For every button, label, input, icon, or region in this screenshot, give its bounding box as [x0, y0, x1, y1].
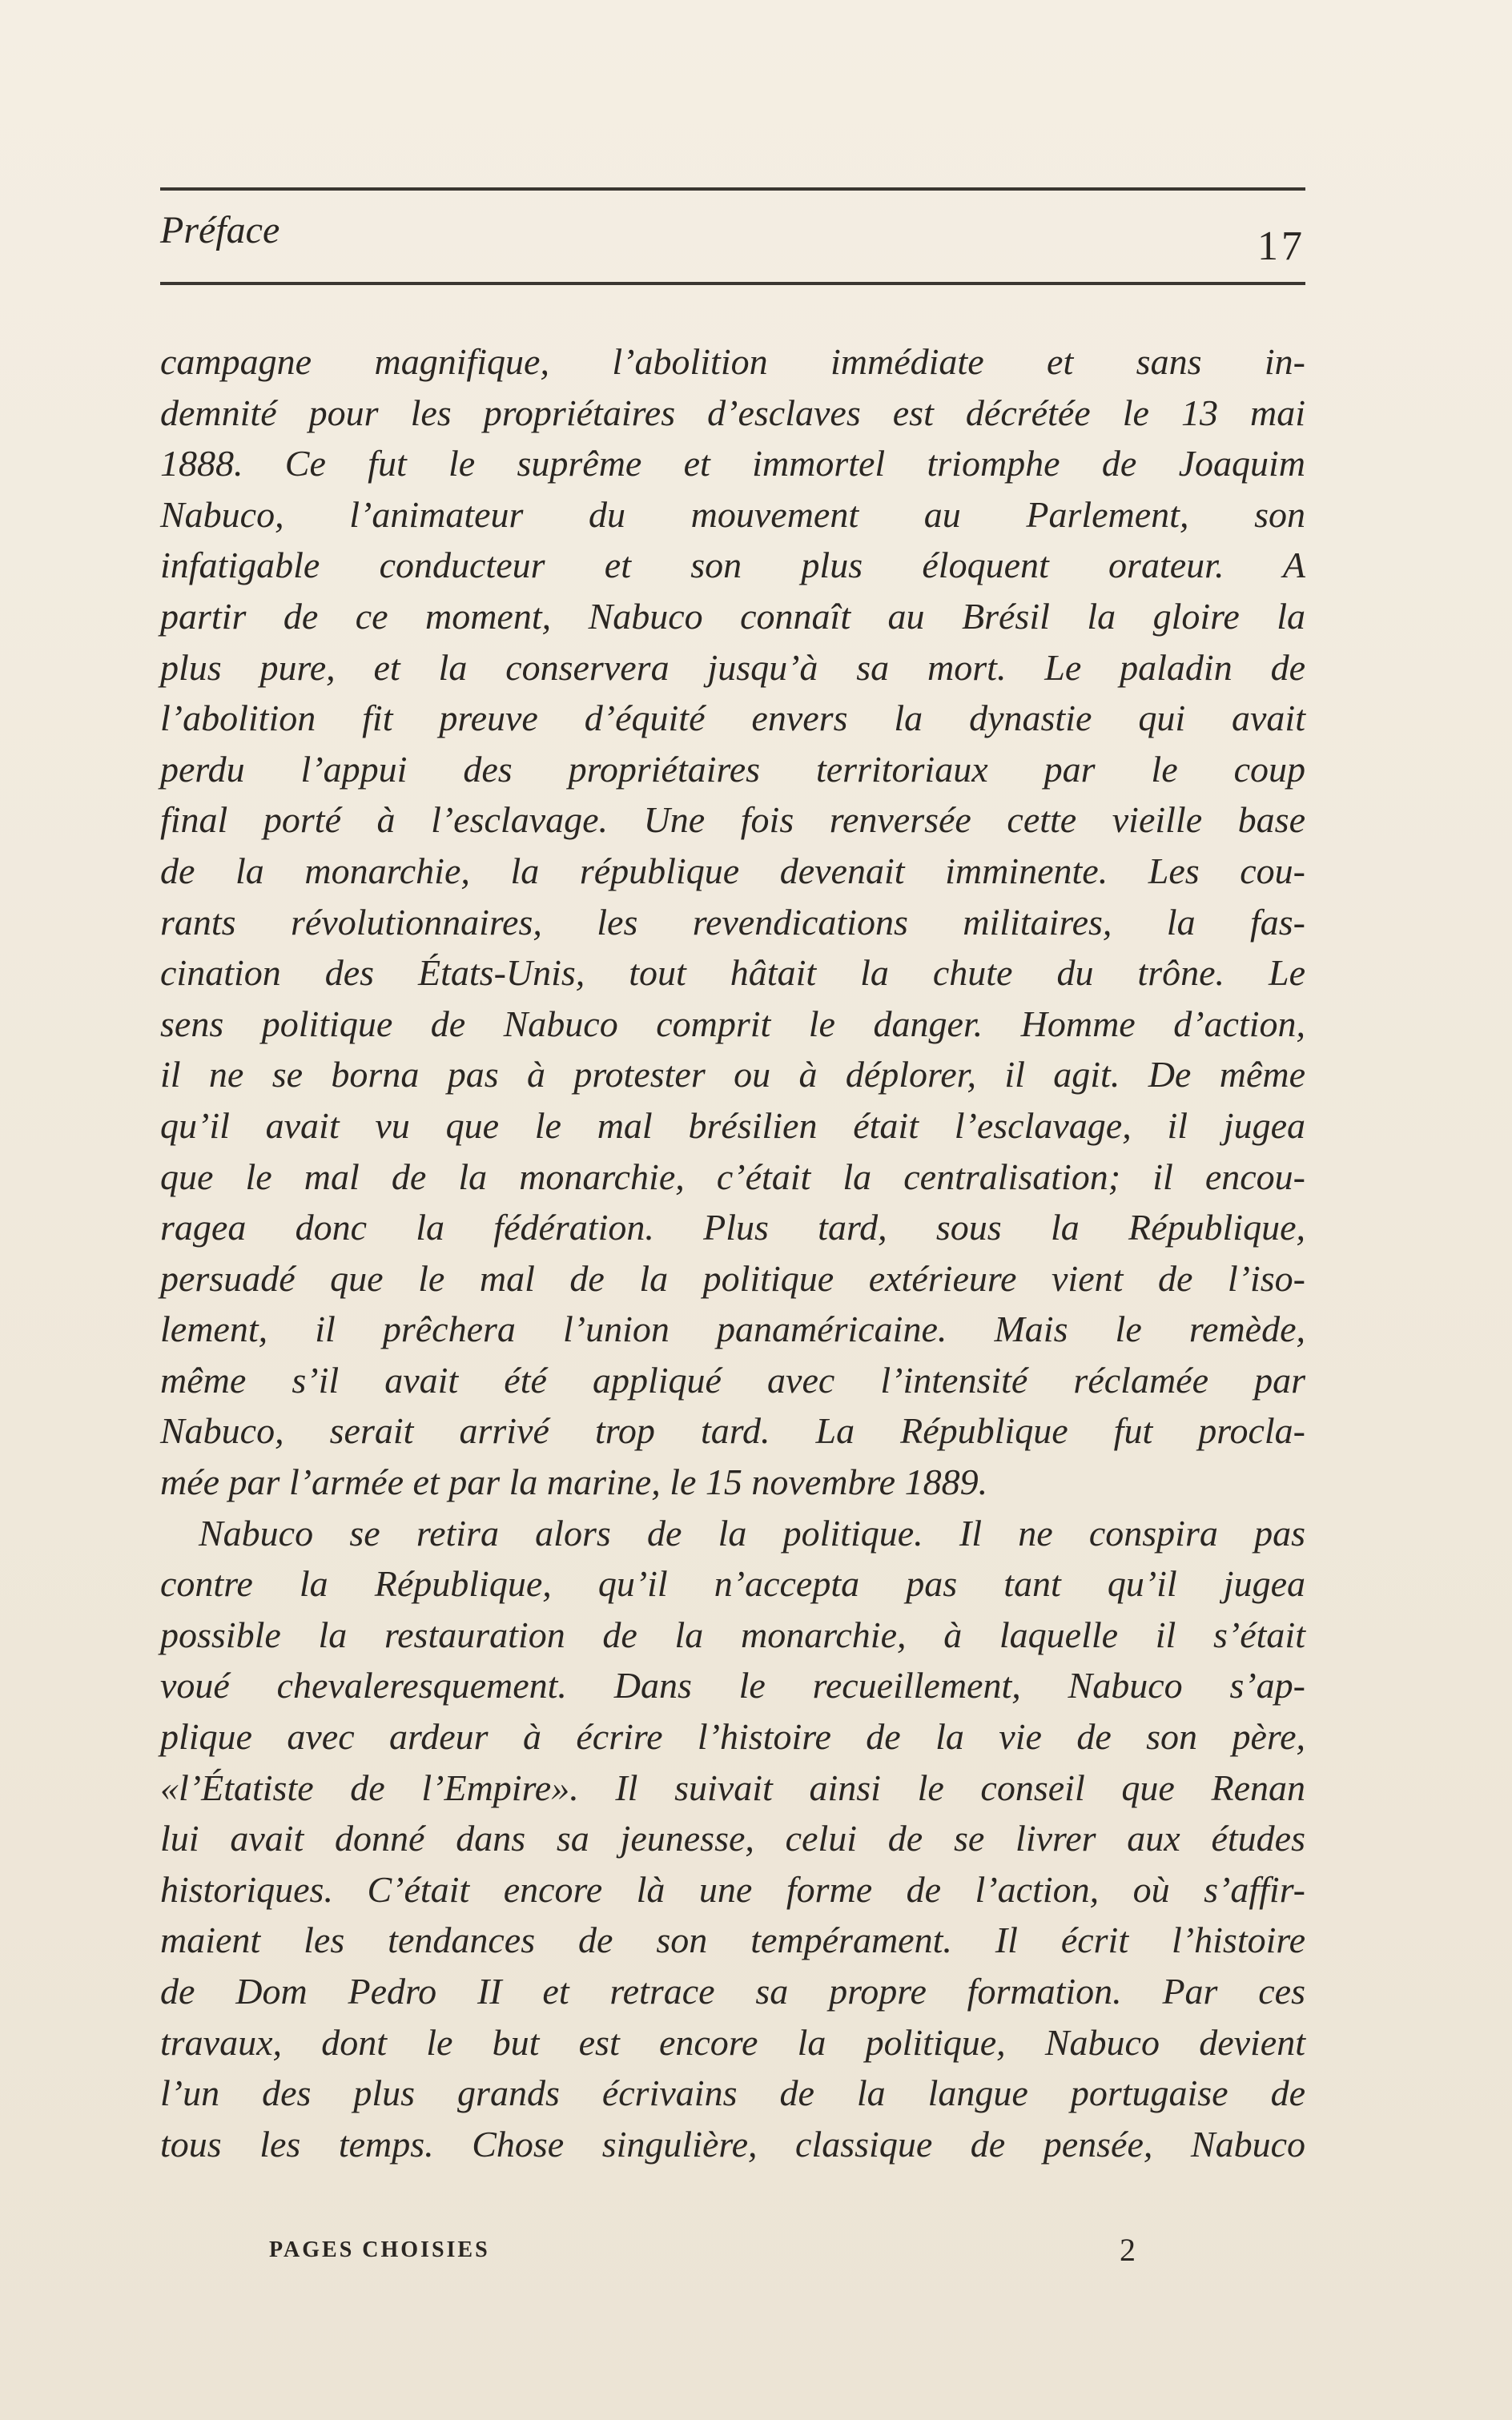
- text-line: de la monarchie, la république devenait imminente. Les cou-: [160, 850, 1305, 891]
- text-line: tous les temps. Chose singulière, classique de pensée, Nabuco: [160, 2123, 1305, 2165]
- text-line: contre la République, qu’il n’accepta pas tant qu’il jugea: [160, 1563, 1305, 1605]
- text-line: sens politique de Nabuco comprit le danger. Homme d’action,: [160, 1003, 1305, 1044]
- text-line: maient les tendances de son tempérament. Il écrit l’histoire: [160, 1920, 1305, 1961]
- text-line: final porté à l’esclavage. Une fois renversée cette vieille base: [160, 799, 1305, 841]
- header-top-rule: [160, 187, 1305, 191]
- text-line: lement, il prêchera l’union panaméricaine. Mais le remède,: [160, 1308, 1305, 1350]
- text-line: même s’il avait été appliqué avec l’intensité réclamée par: [160, 1359, 1305, 1401]
- text-line: ragea donc la fédération. Plus tard, sous la République,: [160, 1207, 1305, 1248]
- text-line: «l’Étatiste de l’Empire». Il suivait ainsi le conseil que Renan: [160, 1767, 1305, 1808]
- text-line: possible la restauration de la monarchie, à laquelle il s’était: [160, 1614, 1305, 1655]
- text-line: l’abolition fit preuve d’équité envers la dynastie qui avait: [160, 697, 1305, 739]
- text-line: voué chevaleresquement. Dans le recueillement, Nabuco s’ap-: [160, 1665, 1305, 1706]
- text-line: que le mal de la monarchie, c’était la centralisation; il encou-: [160, 1156, 1305, 1197]
- text-line: plique avec ardeur à écrire l’histoire de la vie de son père,: [160, 1716, 1305, 1758]
- text-line: il ne se borna pas à protester ou à déplorer, il agit. De même: [160, 1054, 1305, 1095]
- text-line: 1888. Ce fut le suprême et immortel triomphe de Joaquim: [160, 443, 1305, 484]
- text-line: plus pure, et la conservera jusqu’à sa mort. Le paladin de: [160, 646, 1305, 688]
- header-bottom-rule: [160, 282, 1305, 285]
- text-line: l’un des plus grands écrivains de la langue portugaise de: [160, 2072, 1305, 2114]
- footer-signature: PAGES CHOISIES: [269, 2237, 490, 2262]
- text-line: Nabuco, l’animateur du mouvement au Parlement, son: [160, 493, 1305, 535]
- text-line: de Dom Pedro II et retrace sa propre formation. Par ces: [160, 1971, 1305, 2012]
- text-line: Nabuco se retira alors de la politique. Il ne conspira pas: [199, 1512, 1305, 1554]
- text-line: lui avait donné dans sa jeunesse, celui de se livrer aux études: [160, 1818, 1305, 1859]
- text-line: partir de ce moment, Nabuco connaît au Brésil la gloire la: [160, 595, 1305, 637]
- page-number: 17: [1257, 223, 1305, 269]
- body-text: [160, 336, 1305, 2169]
- text-line: Nabuco, serait arrivé trop tard. La République fut procla-: [160, 1410, 1305, 1452]
- text-line: rants révolutionnaires, les revendications militaires, la fas-: [160, 901, 1305, 943]
- text-line: persuadé que le mal de la politique extérieure vient de l’iso-: [160, 1257, 1305, 1299]
- text-line: mée par l’armée et par la marine, le 15 novembre 1889.: [160, 1461, 988, 1503]
- text-line: historiques. C’était encore là une forme de l’action, où s’affir-: [160, 1868, 1305, 1910]
- text-line: travaux, dont le but est encore la politique, Nabuco devient: [160, 2021, 1305, 2063]
- text-line: infatigable conducteur et son plus éloquent orateur. A: [160, 545, 1305, 586]
- text-line: qu’il avait vu que le mal brésilien était l’esclavage, il jugea: [160, 1104, 1305, 1146]
- running-head: Préface: [160, 209, 280, 251]
- text-line: cination des États-Unis, tout hâtait la chute du trône. Le: [160, 952, 1305, 994]
- text-line: perdu l’appui des propriétaires territoriaux par le coup: [160, 748, 1305, 790]
- text-line: campagne magnifique, l’abolition immédiate et sans in-: [160, 341, 1305, 382]
- text-line: demnité pour les propriétaires d’esclaves est décrétée le 13 mai: [160, 392, 1305, 433]
- footer-signature-number: 2: [1120, 2232, 1136, 2268]
